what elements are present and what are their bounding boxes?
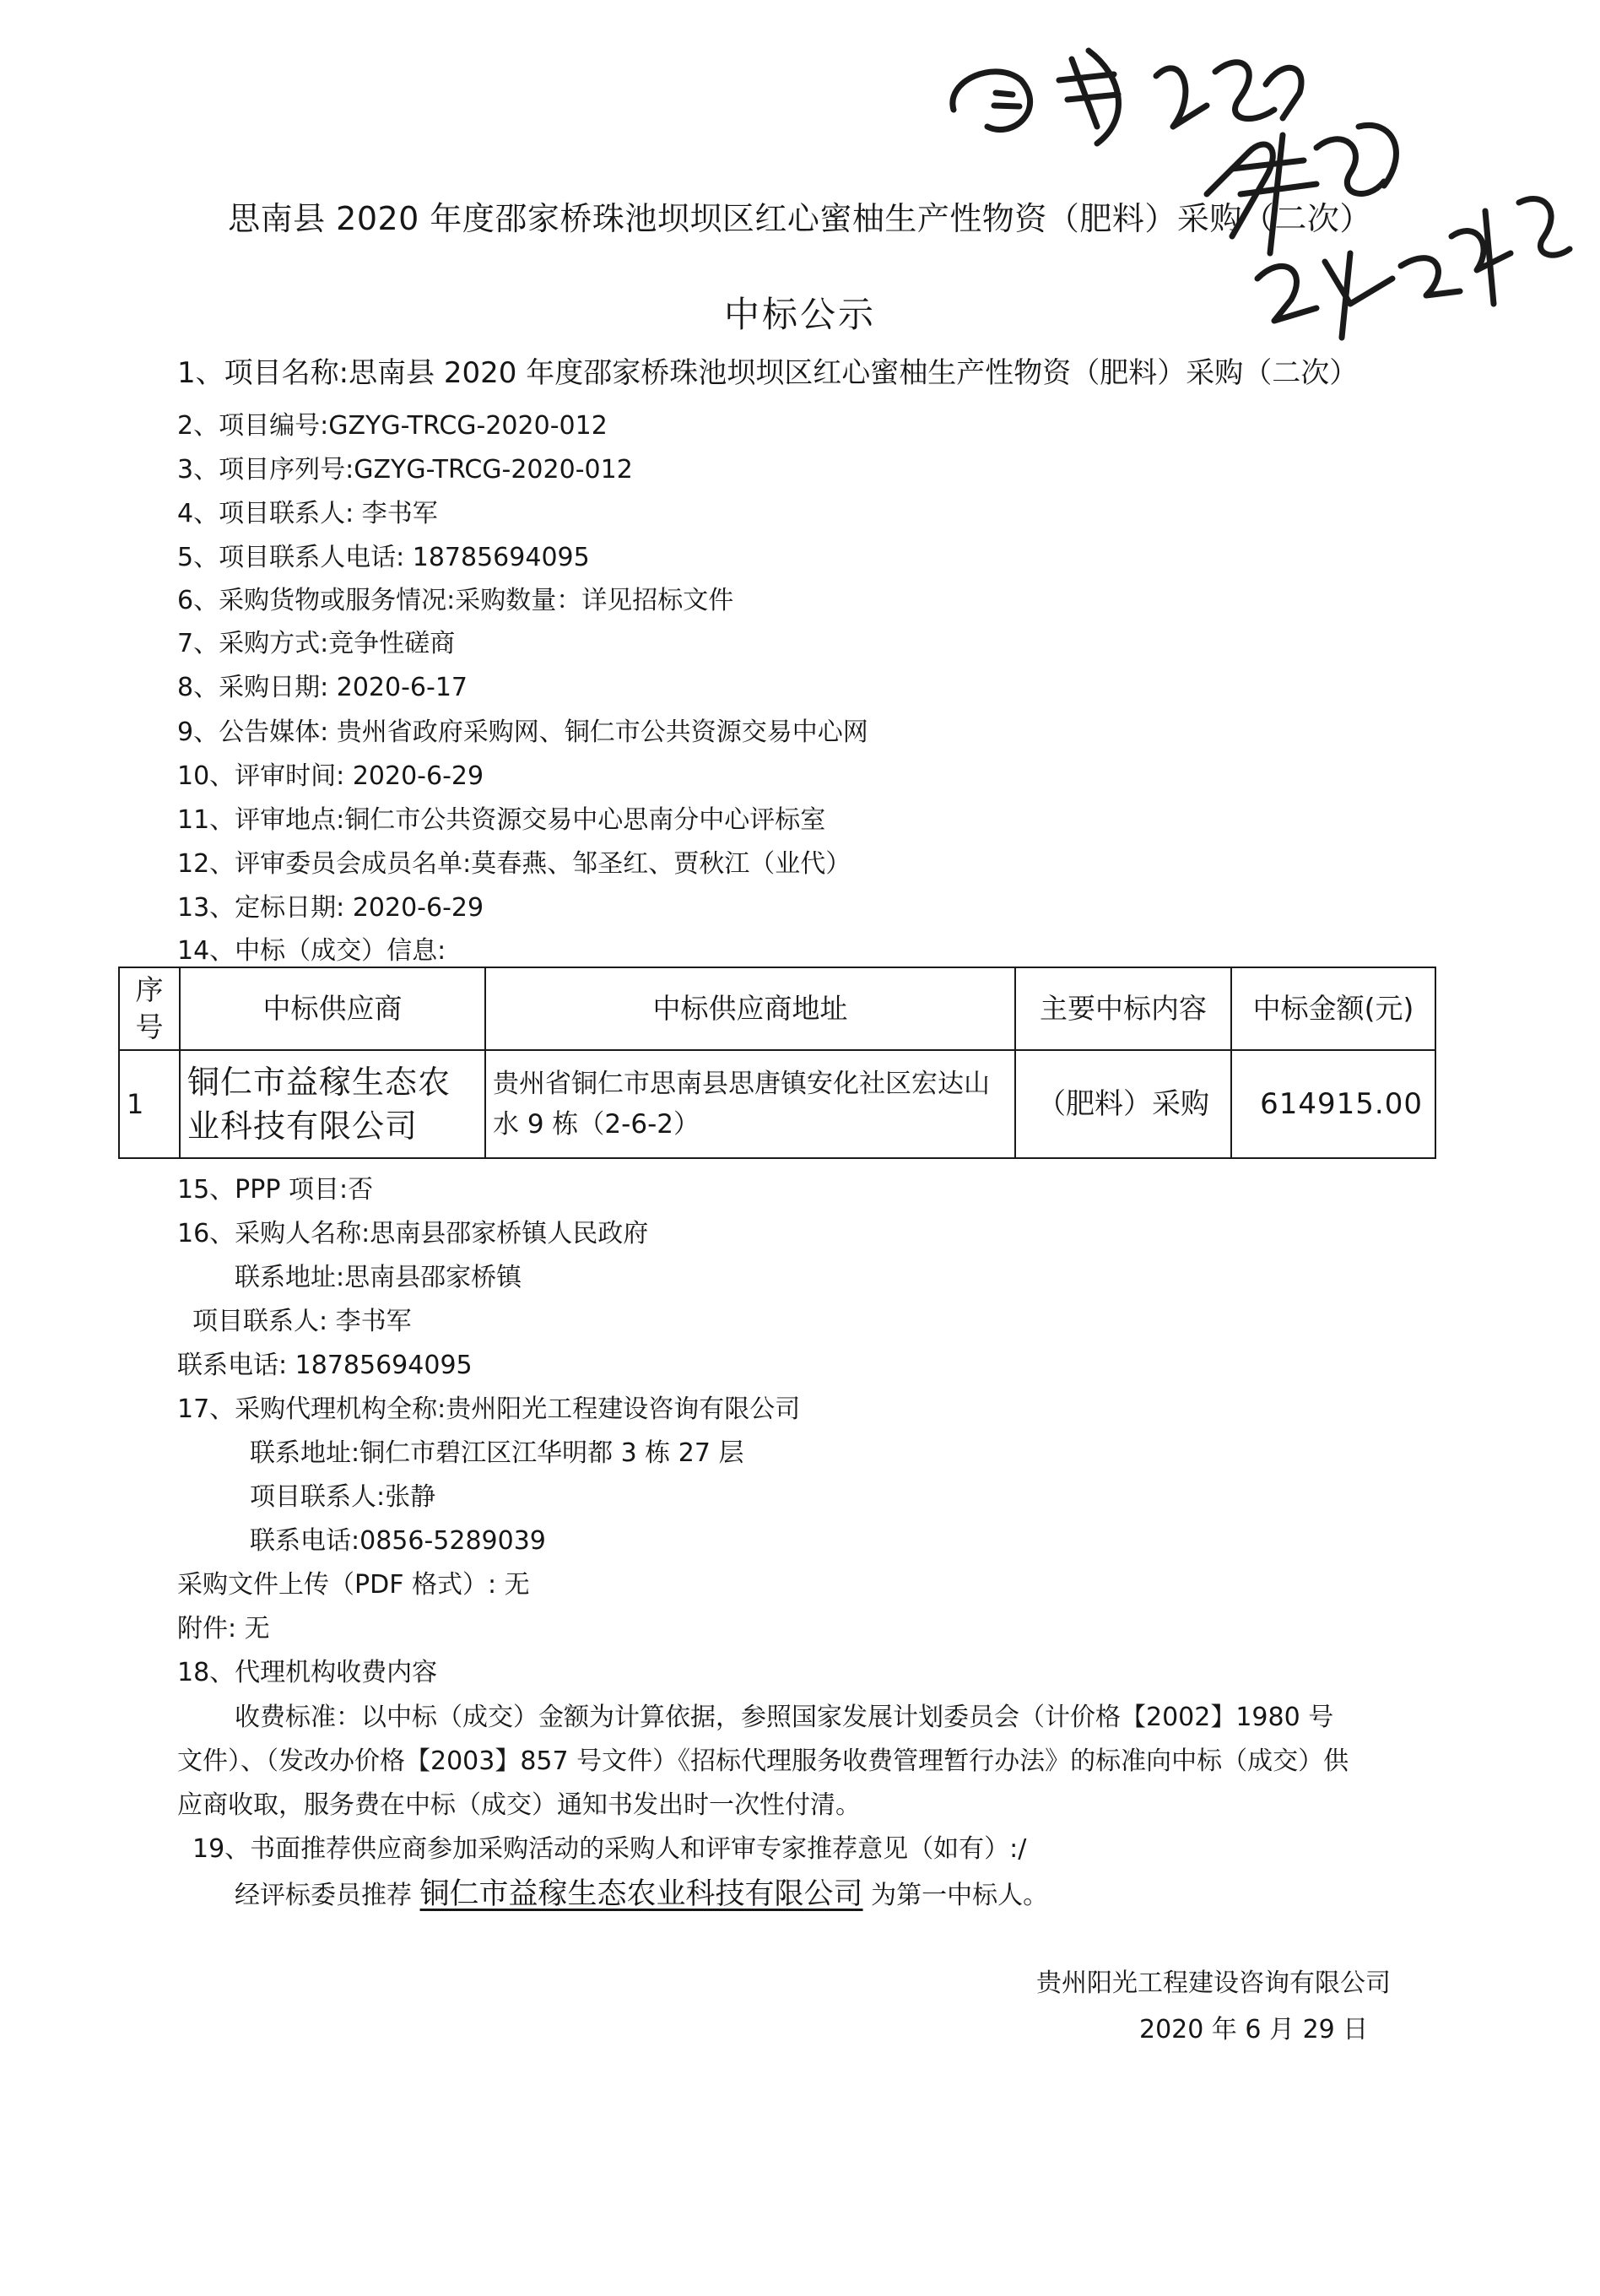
cell-address: 贵州省铜仁市思南县思唐镇安化社区宏达山水 9 栋（2-6-2） [485, 1050, 1015, 1158]
purchaser-contact: 项目联系人: 李书军 [192, 1307, 412, 1336]
header-content: 主要中标内容 [1015, 967, 1231, 1050]
fee-line-1: 收费标准：以中标（成交）金额为计算依据，参照国家发展计划委员会（计价格【2002】1980 号 [235, 1703, 1334, 1732]
item-9: 9、公告媒体: 贵州省政府采购网、铜仁市公共资源交易中心网 [177, 718, 868, 747]
fee-line-2: 文件）、（发改办价格【2003】857 号文件）《招标代理服务收费管理暂行办法》的标准向中标（成交）供 [177, 1746, 1349, 1776]
header-no: 序号 [119, 967, 180, 1050]
signature-org: 贵州阳光工程建设咨询有限公司 [1036, 1968, 1391, 1998]
document-title: 思南县 2020 年度邵家桥珠池坝坝区红心蜜柚生产性物资（肥料）采购（二次） [228, 200, 1372, 237]
item-8: 8、采购日期: 2020-6-17 [177, 673, 468, 702]
recommend-line [235, 1877, 1048, 1913]
cell-supplier: 铜仁市益稼生态农业科技有限公司 [180, 1050, 485, 1158]
item-1: 1、项目名称:思南县 2020 年度邵家桥珠池坝坝区红心蜜柚生产性物资（肥料）采购（二次） [177, 356, 1359, 390]
item-4: 4、项目联系人: 李书军 [177, 499, 438, 528]
item-3: 3、项目序列号:GZYG-TRCG-2020-012 [177, 455, 633, 485]
cell-no: 1 [119, 1050, 180, 1158]
item-18: 18、代理机构收费内容 [177, 1658, 438, 1687]
item-15: 15、PPP 项目:否 [177, 1175, 374, 1205]
fee-line-3: 应商收取，服务费在中标（成交）通知书发出时一次性付清。 [177, 1790, 861, 1820]
file-upload: 采购文件上传（PDF 格式）: 无 [177, 1570, 530, 1600]
award-table [118, 967, 1436, 1159]
item-19: 19、书面推荐供应商参加采购活动的采购人和评审专家推荐意见（如有）:/ [192, 1834, 1027, 1864]
header-supplier: 中标供应商 [180, 967, 485, 1050]
recommend-supplier: 铜仁市益稼生态农业科技有限公司 [419, 1877, 863, 1911]
purchaser-address: 联系地址:思南县邵家桥镇 [235, 1263, 522, 1292]
document-subtitle: 中标公示 [723, 294, 876, 335]
header-address: 中标供应商地址 [485, 967, 1015, 1050]
recommend-prefix: 经评标委员推荐 [235, 1881, 412, 1910]
attachment: 附件: 无 [177, 1614, 270, 1643]
agency-address: 联系地址:铜仁市碧江区江华明都 3 栋 27 层 [250, 1438, 744, 1468]
purchaser-phone: 联系电话: 18785694095 [177, 1351, 473, 1380]
agency-phone: 联系电话:0856-5289039 [250, 1526, 546, 1556]
item-16: 16、采购人名称:思南县邵家桥镇人民政府 [177, 1219, 649, 1248]
handwritten-signature [0, 0, 1600, 439]
item-5: 5、项目联系人电话: 18785694095 [177, 543, 590, 572]
table-header-row [119, 967, 1435, 1050]
item-10: 10、评审时间: 2020-6-29 [177, 761, 484, 791]
header-amount: 中标金额(元) [1231, 967, 1435, 1050]
item-14: 14、中标（成交）信息: [177, 936, 446, 966]
item-6: 6、采购货物或服务情况:采购数量：详见招标文件 [177, 586, 734, 615]
signature-date: 2020 年 6 月 29 日 [1139, 2015, 1369, 2044]
item-12: 12、评审委员会成员名单:莫春燕、邹圣红、贾秋江（业代） [177, 849, 851, 879]
table-row [119, 1050, 1435, 1158]
cell-amount: 614915.00 [1231, 1050, 1435, 1158]
cell-content: （肥料）采购 [1015, 1050, 1231, 1158]
item-2: 2、项目编号:GZYG-TRCG-2020-012 [177, 411, 608, 441]
item-13: 13、定标日期: 2020-6-29 [177, 893, 484, 923]
item-7: 7、采购方式:竞争性磋商 [177, 629, 456, 658]
item-11: 11、评审地点:铜仁市公共资源交易中心思南分中心评标室 [177, 805, 826, 835]
recommend-suffix: 为第一中标人。 [871, 1881, 1049, 1910]
agency-contact: 项目联系人:张静 [250, 1482, 436, 1512]
item-17: 17、采购代理机构全称:贵州阳光工程建设咨询有限公司 [177, 1394, 801, 1424]
